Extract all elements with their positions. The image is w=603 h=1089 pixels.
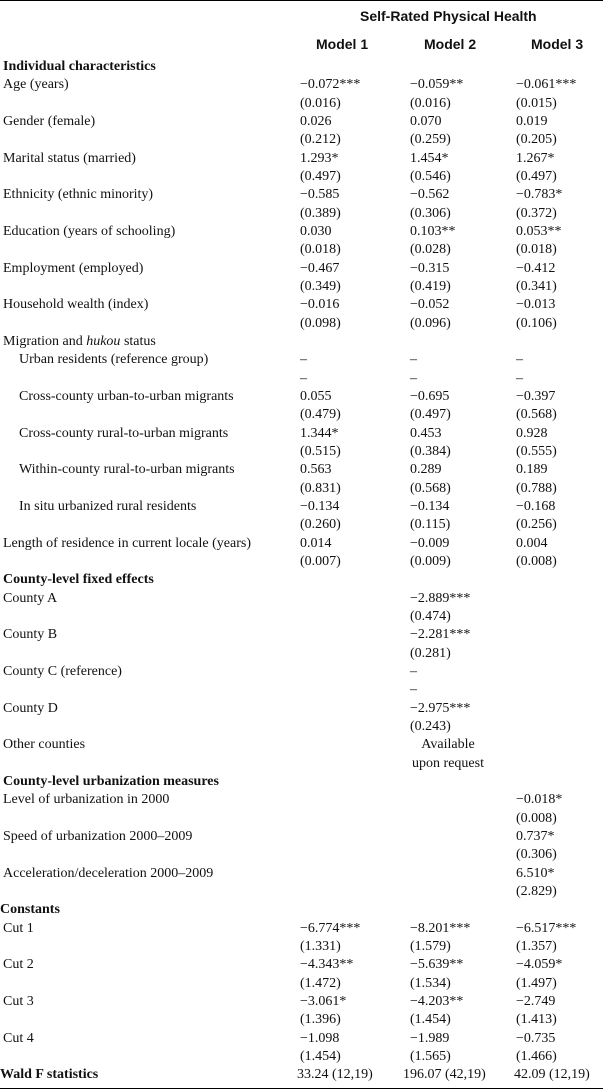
standard-error: (0.389) [300, 205, 341, 221]
coef-cell-model-1 [300, 260, 400, 297]
coef-cell-model-1 [300, 388, 400, 425]
standard-error: (1.413) [516, 1012, 557, 1028]
coef-cell-model-3 [516, 1030, 603, 1067]
row-label: County B [3, 627, 58, 643]
coefficient: −0.016 [300, 297, 340, 313]
coef-cell-model-3 [516, 223, 603, 260]
coef-cell-model-1 [300, 535, 400, 572]
row-label: In situ urbanized rural residents [19, 499, 197, 515]
coefficient: −4.059* [516, 957, 563, 973]
standard-error: (0.009) [410, 554, 451, 570]
subheading-text: status [120, 334, 156, 350]
coefficient: −1.989 [410, 1030, 450, 1046]
table-row [0, 113, 603, 150]
table-top-rule [0, 0, 603, 1]
section-heading [0, 901, 603, 919]
table-row [0, 260, 603, 297]
coef-cell-model-2 [410, 260, 510, 297]
coefficient: −0.013 [516, 297, 556, 313]
coef-cell-model-2 [410, 626, 510, 663]
standard-error: (0.555) [516, 444, 557, 460]
model-2-header: Model 2 [424, 36, 477, 52]
coefficient: −0.695 [410, 389, 450, 405]
coef-cell-model-3 [516, 296, 603, 333]
section-heading [0, 773, 603, 791]
standard-error: (0.212) [300, 132, 341, 148]
table-row [0, 223, 603, 260]
wald-f-row [0, 1066, 603, 1084]
standard-error: (0.546) [410, 168, 451, 184]
coefficient: −0.168 [516, 499, 556, 515]
table-row [0, 351, 603, 388]
coefficient: 0.103** [410, 224, 456, 239]
table-row [0, 663, 603, 700]
coefficient: −0.467 [300, 260, 340, 276]
coef-cell-model-1 [300, 223, 400, 260]
row-label: Acceleration/deceleration 2000–2009 [3, 865, 214, 881]
row-label: Cross-county rural-to-urban migrants [19, 425, 229, 441]
coef-cell-model-1 [300, 993, 400, 1030]
coef-cell-model-3 [516, 186, 603, 223]
coefficient: – [300, 352, 307, 368]
standard-error: (0.018) [516, 242, 557, 258]
standard-error: (0.479) [300, 407, 341, 423]
standard-error: (0.260) [300, 517, 341, 533]
coef-cell-model-2 [410, 113, 510, 150]
standard-error: (0.256) [516, 517, 557, 533]
coef-cell-model-3 [516, 535, 603, 572]
table-row [0, 535, 603, 572]
coefficient: – [516, 352, 523, 368]
standard-error: (0.349) [300, 279, 341, 294]
row-label: Cut 2 [3, 957, 34, 973]
table-row [0, 736, 603, 773]
row-label: Level of urbanization in 2000 [3, 792, 170, 808]
table-row [0, 76, 603, 113]
standard-error: (1.472) [300, 975, 341, 991]
row-label: Marital status (married) [3, 150, 136, 166]
coef-cell-model-1 [300, 113, 400, 150]
coefficient: 0.737* [516, 829, 555, 845]
coefficient: −5.639** [410, 957, 464, 973]
coefficient: 6.510* [516, 865, 555, 881]
coef-cell-model-3 [516, 920, 603, 957]
coefficient: 0.019 [516, 114, 548, 129]
row-label: Length of residence in current locale (years) [3, 535, 251, 551]
table-row [0, 956, 603, 993]
coef-cell-model-2 [410, 700, 510, 737]
coef-cell-model-2 [410, 590, 510, 627]
table-row [0, 186, 603, 223]
coef-cell-model-1 [300, 76, 400, 113]
coef-cell-model-3 [516, 828, 603, 865]
coef-cell-model-2 [410, 1030, 510, 1067]
subheading-italic-text: hukou [86, 334, 121, 350]
model-1-header: Model 1 [316, 36, 369, 52]
coef-cell-model-3 [516, 113, 603, 150]
table-row [0, 626, 603, 663]
coef-cell-model-1 [300, 956, 400, 993]
wald-f-model-2: 196.07 (42,19) [403, 1067, 486, 1083]
row-label: County-level fixed effects [3, 572, 154, 588]
standard-error: (0.016) [300, 95, 341, 111]
coefficient: −8.201*** [410, 920, 471, 936]
coef-cell-model-2 [410, 296, 510, 333]
standard-error: (1.454) [410, 1012, 451, 1028]
standard-error: (0.243) [410, 719, 451, 735]
row-label: Cut 4 [3, 1030, 34, 1046]
standard-error: (1.579) [410, 939, 451, 955]
standard-error: (0.515) [300, 444, 341, 460]
row-label: Urban residents (reference group) [19, 352, 209, 368]
standard-error: (0.568) [410, 480, 451, 496]
standard-error: (1.396) [300, 1012, 341, 1028]
coef-cell-model-2 [410, 535, 510, 572]
standard-error: (0.015) [516, 95, 557, 111]
coef-cell-model-2 [410, 461, 510, 498]
standard-error: (0.497) [516, 168, 557, 184]
standard-error: (0.281) [410, 645, 451, 661]
section-heading [0, 571, 603, 589]
row-label: Cut 1 [3, 920, 34, 936]
coefficient: −1.098 [300, 1030, 340, 1046]
wald-f-model-3: 42.09 (12,19) [514, 1067, 590, 1083]
standard-error: (0.096) [410, 315, 451, 331]
coefficient: 1.454* [410, 150, 449, 166]
table-row [0, 700, 603, 737]
standard-error: (1.454) [300, 1049, 341, 1065]
standard-error: (0.568) [516, 407, 557, 423]
coefficient: 0.928 [516, 425, 548, 441]
coefficient: −6.517*** [516, 920, 577, 936]
row-label: Cut 3 [3, 994, 34, 1010]
coef-cell-model-3 [516, 865, 603, 902]
coef-cell-model-1 [300, 425, 400, 462]
row-label: County D [3, 700, 58, 716]
coef-cell-model-3 [516, 425, 603, 462]
coefficient: −4.203** [410, 994, 464, 1010]
coefficient: −0.059** [410, 77, 464, 93]
coefficient: −0.585 [300, 187, 340, 203]
coef-cell-model-2 [410, 223, 510, 260]
coef-cell-model-3 [516, 791, 603, 828]
standard-error: upon request [412, 755, 484, 771]
standard-error: (0.008) [516, 810, 557, 826]
coefficient: −0.052 [410, 297, 450, 313]
coef-cell-model-2 [410, 498, 510, 535]
coefficient: 0.053** [516, 224, 562, 239]
row-label: Ethnicity (ethnic minority) [3, 187, 154, 203]
coefficient: −2.975*** [410, 700, 471, 716]
coefficient: −0.018* [516, 792, 563, 808]
standard-error: (0.016) [410, 95, 451, 111]
coefficient: −0.134 [300, 499, 340, 515]
row-label: Employment (employed) [3, 260, 144, 276]
standard-error: (0.831) [300, 480, 341, 496]
coefficient: −0.009 [410, 535, 450, 551]
coef-cell-model-2 [410, 186, 510, 223]
coef-cell-model-1 [300, 296, 400, 333]
coefficient: 1.293* [300, 150, 339, 166]
row-label: Gender (female) [3, 114, 96, 129]
coef-cell-model-2 [410, 425, 510, 462]
row-label: County C (reference) [3, 664, 122, 680]
coefficient: 0.055 [300, 389, 332, 405]
standard-error: (0.098) [300, 315, 341, 331]
coefficient: – [410, 352, 417, 368]
row-label: Within-county rural-to-urban migrants [19, 462, 235, 478]
table-row [0, 791, 603, 828]
row-label: Individual characteristics [3, 59, 156, 74]
row-label: Constants [0, 902, 60, 918]
coef-cell-model-3 [516, 388, 603, 425]
row-label: County-level urbanization measures [3, 774, 219, 790]
coef-cell-model-1 [300, 1030, 400, 1067]
row-label: Other counties [3, 737, 86, 753]
coefficient: −0.315 [410, 260, 450, 276]
standard-error: – [516, 370, 523, 386]
standard-error: (1.497) [516, 975, 557, 991]
table-row [0, 828, 603, 865]
standard-error: (0.028) [410, 242, 451, 258]
coef-cell-model-1 [300, 498, 400, 535]
standard-error: – [300, 370, 307, 386]
coef-cell-model-2 [410, 920, 510, 957]
coefficient: −0.134 [410, 499, 450, 515]
coef-cell-model-3 [516, 461, 603, 498]
table-row [0, 1030, 603, 1067]
standard-error: (0.008) [516, 554, 557, 570]
coef-cell-model-1 [300, 186, 400, 223]
coef-cell-model-2 [398, 736, 498, 773]
coefficient: −3.061* [300, 994, 347, 1010]
standard-error: (0.306) [516, 847, 557, 863]
coefficient: −0.783* [516, 187, 563, 203]
standard-error: (0.372) [516, 205, 557, 221]
coefficient: Available [421, 737, 475, 753]
standard-error: (2.829) [516, 884, 557, 900]
coef-cell-model-3 [516, 76, 603, 113]
standard-error: (0.788) [516, 480, 557, 496]
row-label: Wald F statistics [0, 1067, 99, 1083]
row-label: County A [3, 590, 58, 606]
table-row [0, 993, 603, 1030]
standard-error: (0.384) [410, 444, 451, 460]
coefficient: −0.072*** [300, 77, 361, 93]
coef-cell-model-3 [516, 956, 603, 993]
coef-cell-model-1 [300, 150, 400, 187]
coefficient: −0.562 [410, 187, 450, 203]
table-row [0, 461, 603, 498]
standard-error: (0.205) [516, 132, 557, 148]
coef-cell-model-2 [410, 351, 510, 388]
row-label: Household wealth (index) [3, 297, 149, 313]
table-row [0, 865, 603, 902]
coefficient: −2.749 [516, 994, 556, 1010]
table-row [0, 498, 603, 535]
standard-error: (1.466) [516, 1049, 557, 1065]
coef-cell-model-3 [516, 993, 603, 1030]
coef-cell-model-2 [410, 76, 510, 113]
coefficient: 0.030 [300, 224, 332, 239]
model-3-header: Model 3 [531, 36, 584, 52]
standard-error: (0.419) [410, 279, 451, 294]
coefficient: – [410, 664, 417, 680]
table-row [0, 425, 603, 462]
coefficient: −0.735 [516, 1030, 556, 1046]
row-label [3, 333, 156, 351]
column-group-title: Self-Rated Physical Health [360, 8, 537, 24]
coef-cell-model-2 [410, 956, 510, 993]
coefficient: 0.026 [300, 114, 332, 129]
coef-cell-model-3 [516, 260, 603, 297]
standard-error: (0.306) [410, 205, 451, 221]
coefficient: 1.267* [516, 150, 555, 166]
standard-error: (0.259) [410, 132, 451, 148]
row-label: Cross-county urban-to-urban migrants [19, 389, 234, 405]
row-label: Education (years of schooling) [3, 224, 176, 239]
section-heading [0, 58, 603, 76]
coefficient: 0.453 [410, 425, 442, 441]
standard-error: (0.018) [300, 242, 341, 258]
coefficient: −2.281*** [410, 627, 471, 643]
standard-error: (0.007) [300, 554, 341, 570]
table-row [0, 388, 603, 425]
subheading-text: Migration and [3, 334, 87, 350]
standard-error: (1.565) [410, 1049, 451, 1065]
coefficient: −0.397 [516, 389, 556, 405]
coefficient: 0.004 [516, 535, 548, 551]
coef-cell-model-3 [516, 498, 603, 535]
table-row [0, 920, 603, 957]
standard-error: (1.534) [410, 975, 451, 991]
table-row [0, 296, 603, 333]
standard-error: (0.115) [410, 517, 451, 533]
coef-cell-model-2 [410, 388, 510, 425]
table-row [0, 150, 603, 187]
coef-cell-model-1 [300, 351, 400, 388]
standard-error: (1.357) [516, 939, 557, 955]
standard-error: (0.474) [410, 609, 451, 625]
coef-cell-model-3 [516, 351, 603, 388]
coefficient: −0.061*** [516, 77, 577, 93]
coefficient: 0.189 [516, 462, 548, 478]
standard-error: – [410, 682, 417, 698]
coefficient: −0.412 [516, 260, 556, 276]
coef-cell-model-1 [300, 920, 400, 957]
coefficient: 0.070 [410, 114, 442, 129]
coef-cell-model-1 [300, 461, 400, 498]
coefficient: −4.343** [300, 957, 354, 973]
wald-f-model-1: 33.24 (12,19) [297, 1067, 373, 1083]
subheading [0, 333, 603, 351]
table-row [0, 590, 603, 627]
row-label: Age (years) [3, 77, 69, 93]
coef-cell-model-2 [410, 150, 510, 187]
standard-error: (1.331) [300, 939, 341, 955]
coefficient: −6.774*** [300, 920, 361, 936]
coef-cell-model-3 [516, 150, 603, 187]
coefficient: −2.889*** [410, 590, 471, 606]
standard-error: (0.497) [300, 168, 341, 184]
standard-error: – [410, 370, 417, 386]
coefficient: 0.289 [410, 462, 442, 478]
coef-cell-model-2 [410, 993, 510, 1030]
standard-error: (0.497) [410, 407, 451, 423]
coefficient: 0.014 [300, 535, 332, 551]
standard-error: (0.341) [516, 279, 557, 294]
row-label: Speed of urbanization 2000–2009 [3, 829, 193, 845]
coef-cell-model-2 [410, 663, 510, 700]
coefficient: 0.563 [300, 462, 332, 478]
standard-error: (0.106) [516, 315, 557, 331]
coefficient: 1.344* [300, 425, 339, 441]
